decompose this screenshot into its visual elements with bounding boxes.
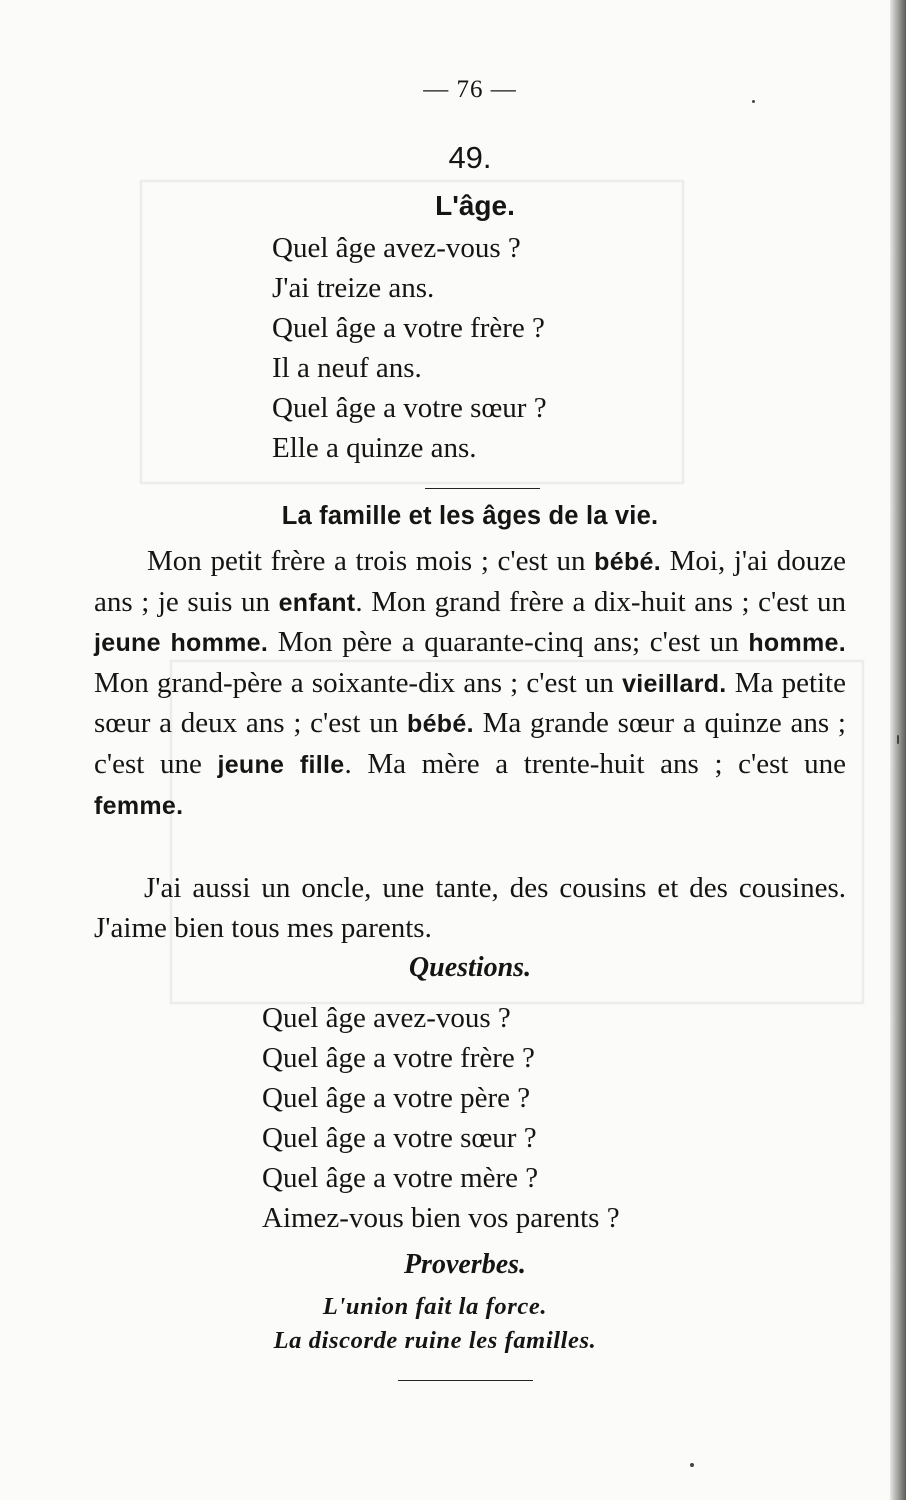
dialogue-line: Elle a quinze ans. [272,432,477,464]
family-paragraph [94,542,846,826]
key-term: homme. [748,629,846,658]
key-term: bébé. [594,548,661,576]
dialogue-line: J'ai treize ans. [272,272,435,304]
dialogue-line: Quel âge avez-vous ? [272,232,521,264]
questions-heading: Questions. [408,952,532,983]
print-speck [897,735,899,744]
paragraph-text: Moi, j'ai douze ans ; je suis un [94,545,846,618]
print-speck [752,100,755,103]
lesson-number: 49. [448,140,492,175]
proverb-item: L'union fait la force. [322,1293,548,1320]
paragraph-text: . Ma mère a trente-huit ans ; c'est une [344,747,847,780]
lesson-title: L'âge. [435,190,515,221]
question-item: Aimez-vous bien vos parents ? [262,1202,620,1234]
dialogue-line: Il a neuf ans. [272,352,422,384]
key-term: bébé. [407,710,474,739]
question-item: Quel âge a votre mère ? [262,1162,539,1194]
paragraph-text: . Mon grand frère a dix-huit ans ; c'est un [355,585,846,618]
paragraph-text: Ma grande sœur a quinze ans ; c'est une [94,707,846,780]
proverbs-list [0,1290,870,1358]
page-number: — 76 — [423,76,517,103]
question-item: Quel âge a votre père ? [262,1082,531,1114]
key-term: enfant [278,588,356,617]
question-item: Quel âge avez-vous ? [262,1002,511,1034]
relatives-paragraph: J'ai aussi un oncle, une tante, des cousins et des cousines. J'aime bien tous mes parents. [94,872,846,944]
dialogue-line: Quel âge a votre sœur ? [272,392,547,424]
key-term: jeune fille [217,750,345,779]
print-speck [690,1463,694,1467]
dialogue-list [272,228,547,468]
section-title: La famille et les âges de la vie. [281,502,659,530]
question-item: Quel âge a votre sœur ? [262,1122,537,1154]
paragraph-text: Ma petite sœur a deux ans ; c'est un [94,666,846,740]
proverbs-heading: Proverbes. [403,1249,527,1280]
dialogue-line: Quel âge a votre frère ? [272,312,545,344]
paragraph-text: Mon père a quarante-cinq ans; c'est un [268,626,749,659]
proverb-item: La discorde ruine les familles. [273,1327,597,1354]
questions-list [262,998,620,1238]
end-divider [398,1380,533,1381]
paragraph-text: Mon grand-père a soixante-dix ans ; c'est un [94,666,623,699]
key-term: vieillard. [622,669,727,698]
paragraph-text: Mon petit frère a trois mois ; c'est un [147,545,595,577]
question-item: Quel âge a votre frère ? [262,1042,535,1074]
section-divider [425,488,540,489]
key-term: jeune homme. [94,629,269,658]
key-term: femme. [94,791,184,820]
